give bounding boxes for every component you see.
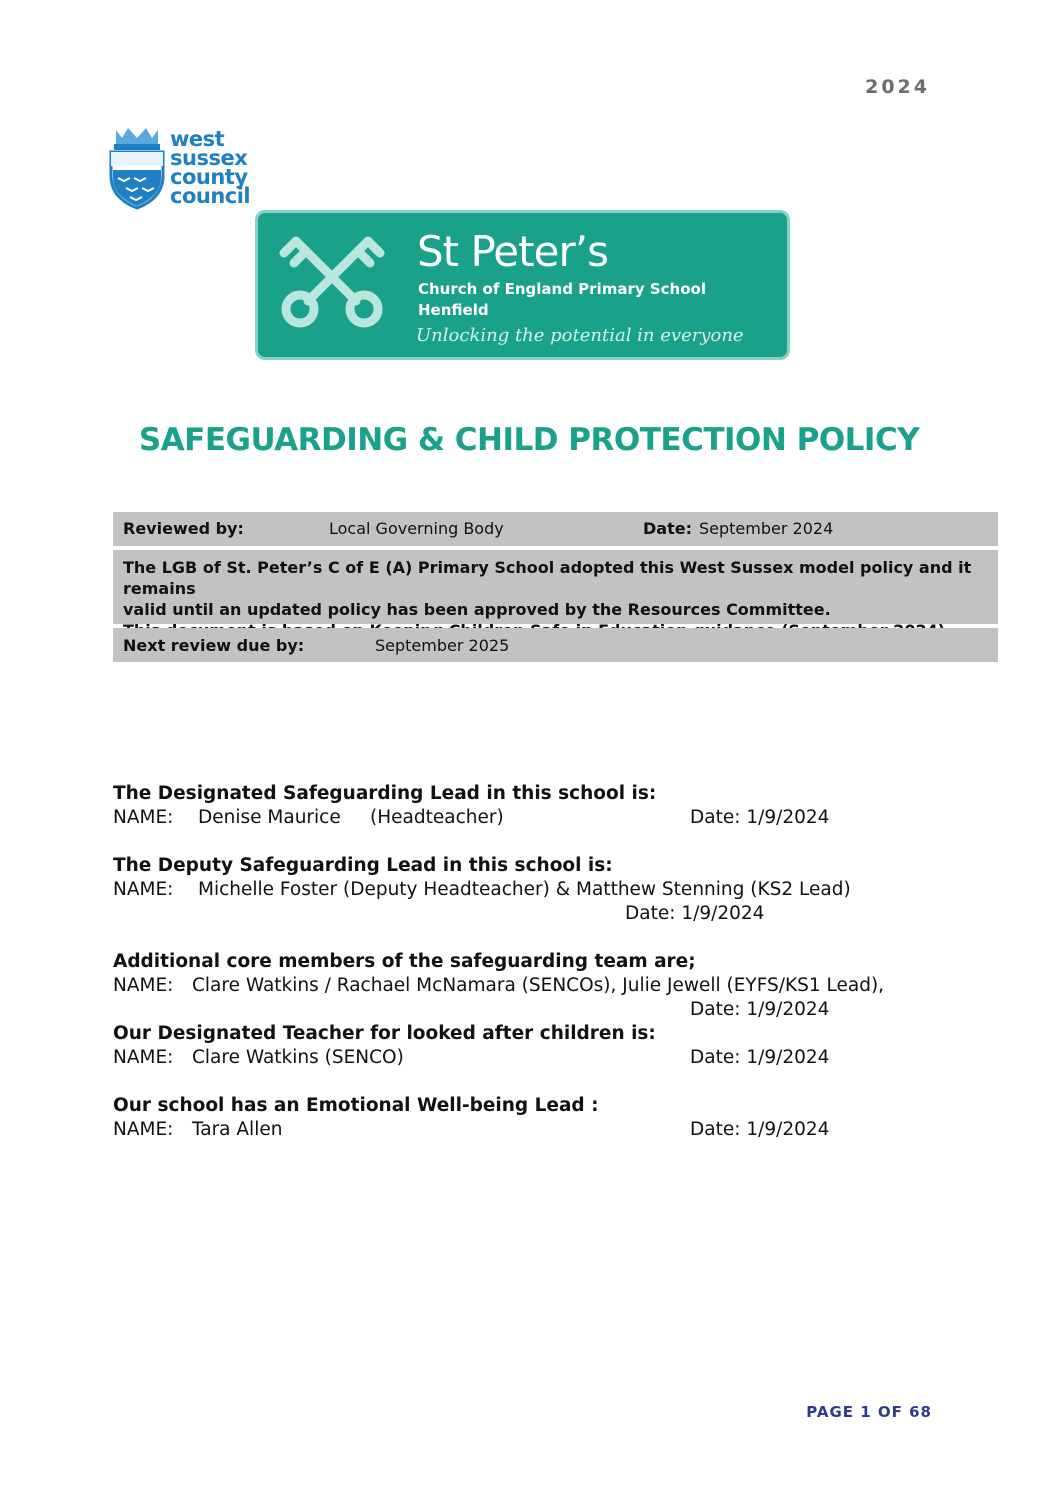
core-team-date: Date: 1/9/2024 <box>690 999 830 1020</box>
dsl-date: Date: 1/9/2024 <box>690 807 830 828</box>
policy-statement: The LGB of St. Peter’s C of E (A) Primary School adopted this West Sussex model policy and it remains valid until an updated policy has been approved by the Resources Committee. <box>123 558 972 619</box>
wellbeing-heading: Our school has an Emotional Well-being Lead : <box>113 1095 599 1116</box>
wellbeing-name-line <box>113 1119 830 1140</box>
name-label: NAME: <box>113 1119 174 1140</box>
crossed-keys-icon <box>276 223 388 335</box>
lac-name-line <box>113 1047 830 1068</box>
council-wordmark: west sussex county council <box>170 127 251 208</box>
page-number: PAGE 1 OF 68 <box>806 1403 932 1421</box>
council-crest-icon <box>108 126 166 210</box>
core-team-line <box>113 975 885 996</box>
school-name: St Peter’s <box>417 227 608 276</box>
name-label: NAME: <box>113 807 174 828</box>
page-title: SAFEGUARDING & CHILD PROTECTION POLICY <box>138 422 920 458</box>
wellbeing-date: Date: 1/9/2024 <box>690 1119 830 1140</box>
lac-date: Date: 1/9/2024 <box>690 1047 830 1068</box>
deputy-names: Michelle Foster (Deputy Headteacher) & Matthew Stenning (KS2 Lead) <box>198 879 851 900</box>
lac-name: Clare Watkins (SENCO) <box>192 1047 404 1068</box>
next-review-row <box>113 628 998 662</box>
reviewed-row <box>113 512 998 546</box>
reviewed-label: Reviewed by: <box>123 519 244 538</box>
council-logo <box>108 126 278 212</box>
policy-statement-row <box>113 550 998 624</box>
deputy-name-line <box>113 879 851 900</box>
date-value: September 2024 <box>699 519 834 538</box>
name-label: NAME: <box>113 975 174 996</box>
school-subtitle: Church of England Primary School Henfield <box>418 280 706 319</box>
deputy-heading: The Deputy Safeguarding Lead in this school is: <box>113 855 613 876</box>
reviewed-value: Local Governing Body <box>329 519 504 538</box>
dsl-name: Denise Maurice <box>198 807 341 828</box>
lac-heading: Our Designated Teacher for looked after children is: <box>113 1023 656 1044</box>
deputy-date: Date: 1/9/2024 <box>625 903 765 924</box>
document-year: 2024 <box>865 76 930 98</box>
next-review-label: Next review due by: <box>123 636 305 655</box>
dsl-name-line <box>113 807 830 828</box>
next-review-value: September 2025 <box>375 636 510 655</box>
date-label: Date: <box>643 519 692 538</box>
core-team-names: Clare Watkins / Rachael McNamara (SENCOs), Julie Jewell (EYFS/KS1 Lead), <box>192 975 885 996</box>
school-motto: Unlocking the potential in everyone <box>416 325 744 346</box>
wellbeing-name: Tara Allen <box>192 1119 283 1140</box>
school-logo-banner <box>255 210 790 360</box>
core-team-heading: Additional core members of the safeguarding team are; <box>113 951 696 972</box>
name-label: NAME: <box>113 879 174 900</box>
dsl-heading: The Designated Safeguarding Lead in this school is: <box>113 783 657 804</box>
name-label: NAME: <box>113 1047 174 1068</box>
dsl-role: (Headteacher) <box>370 807 504 828</box>
